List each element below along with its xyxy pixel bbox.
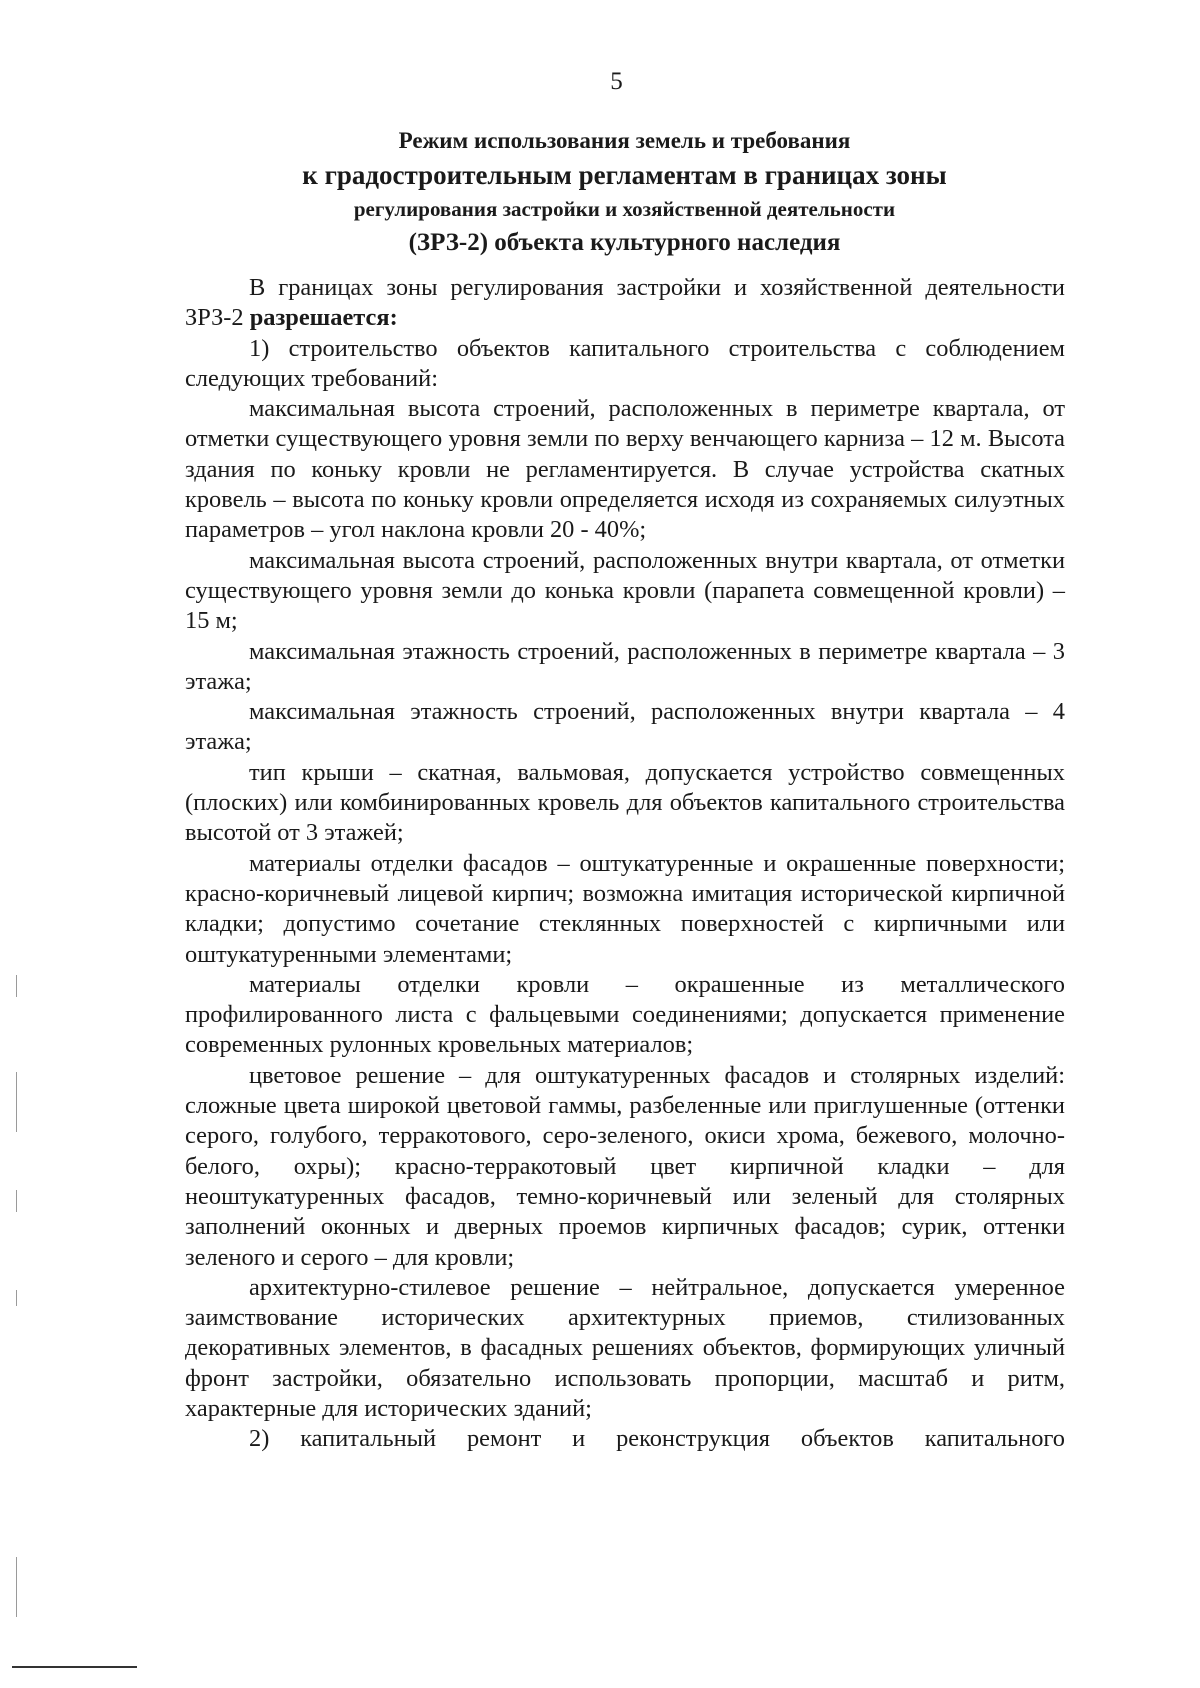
heading-line-4: (ЗРЗ-2) объекта культурного наследия: [408, 229, 841, 256]
heading-line-2: к градостроительным регламентам в границах зоны: [302, 160, 947, 190]
document-body: [185, 273, 1065, 1455]
page-number: 5: [610, 68, 623, 95]
paragraph: максимальная этажность строений, расположенных в периметре квартала – 3 этажа;: [185, 637, 1065, 695]
paragraph-bold-text: разрешается:: [249, 304, 398, 332]
scan-margin-mark: [16, 1290, 17, 1306]
scan-margin-mark: [16, 1190, 17, 1212]
heading-line-3: регулирования застройки и хозяйственной деятельности: [353, 197, 896, 221]
paragraph: [185, 273, 1065, 334]
footer-rule: [12, 1666, 137, 1668]
paragraph: максимальная высота строений, расположенных внутри квартала, от отметки существующего уровня земли до конька кровли (парапета совмещенной кровли) – 15 м;: [185, 546, 1065, 635]
scan-margin-mark: [16, 1072, 17, 1132]
paragraph: цветовое решение – для оштукатуренных фасадов и столярных изделий: сложные цвета широкой цветовой гаммы, разбеленные или приглушенные (оттенки серого, голубого, терракотового, серо-зеленого, окиси хрома, бежевого, молочно-белого, охры); красно-терракотовый цвет кирпичной кладки – для неоштукатуренных фасадов, темно-коричневый или зеленый для столярных заполнений оконных и дверных проемов кирпичных фасадов; сурик, оттенки зеленого и серого – для кровли;: [185, 1061, 1065, 1271]
paragraph: тип крыши – скатная, вальмовая, допускается устройство совмещенных (плоских) или комбинированных кровель для объектов капитального строительства высотой от 3 этажей;: [185, 758, 1065, 847]
paragraph: максимальная этажность строений, расположенных внутри квартала – 4 этажа;: [185, 698, 1065, 756]
paragraph: материалы отделки фасадов – оштукатуренные и окрашенные поверхности; красно-коричневый лицевой кирпич; возможна имитация исторической кирпичной кладки; допустимо сочетание стеклянных поверхностей с кирпичными или оштукатуренными элементами;: [185, 849, 1065, 968]
paragraph: максимальная высота строений, расположенных в периметре квартала, от отметки существующего уровня земли по верху венчающего карниза – 12 м. Высота здания по коньку кровли не регламентируется. В случае устройства скатных кровель – высота по коньку кровли определяется исходя из сохраняемых силуэтных параметров – угол наклона кровли 20 - 40%;: [185, 395, 1065, 544]
paragraph-text: В границах зоны регулирования застройки и хозяйственной деятельности ЗРЗ-2: [185, 274, 1065, 332]
paragraph: 1) строительство объектов капитального строительства с соблюдением следующих требований:: [185, 334, 1065, 392]
paragraph: материалы отделки кровли – окрашенные из металлического профилированного листа с фальцевыми соединениями; допускается применение современных рулонных кровельных материалов;: [185, 970, 1065, 1059]
scan-margin-mark: [16, 975, 17, 997]
paragraph: 2) капитальный ремонт и реконструкция объектов капитального: [249, 1425, 1065, 1453]
scan-margin-mark: [16, 1557, 17, 1617]
heading-line-1: Режим использования земель и требования: [398, 128, 851, 153]
paragraph: архитектурно-стилевое решение – нейтральное, допускается умеренное заимствование исторических архитектурных приемов, стилизованных декоративных элементов, в фасадных решениях объектов, формирующих уличный фронт застройки, обязательно использовать пропорции, масштаб и ритм, характерные для исторических зданий;: [185, 1273, 1065, 1422]
document-heading: [176, 124, 1073, 260]
